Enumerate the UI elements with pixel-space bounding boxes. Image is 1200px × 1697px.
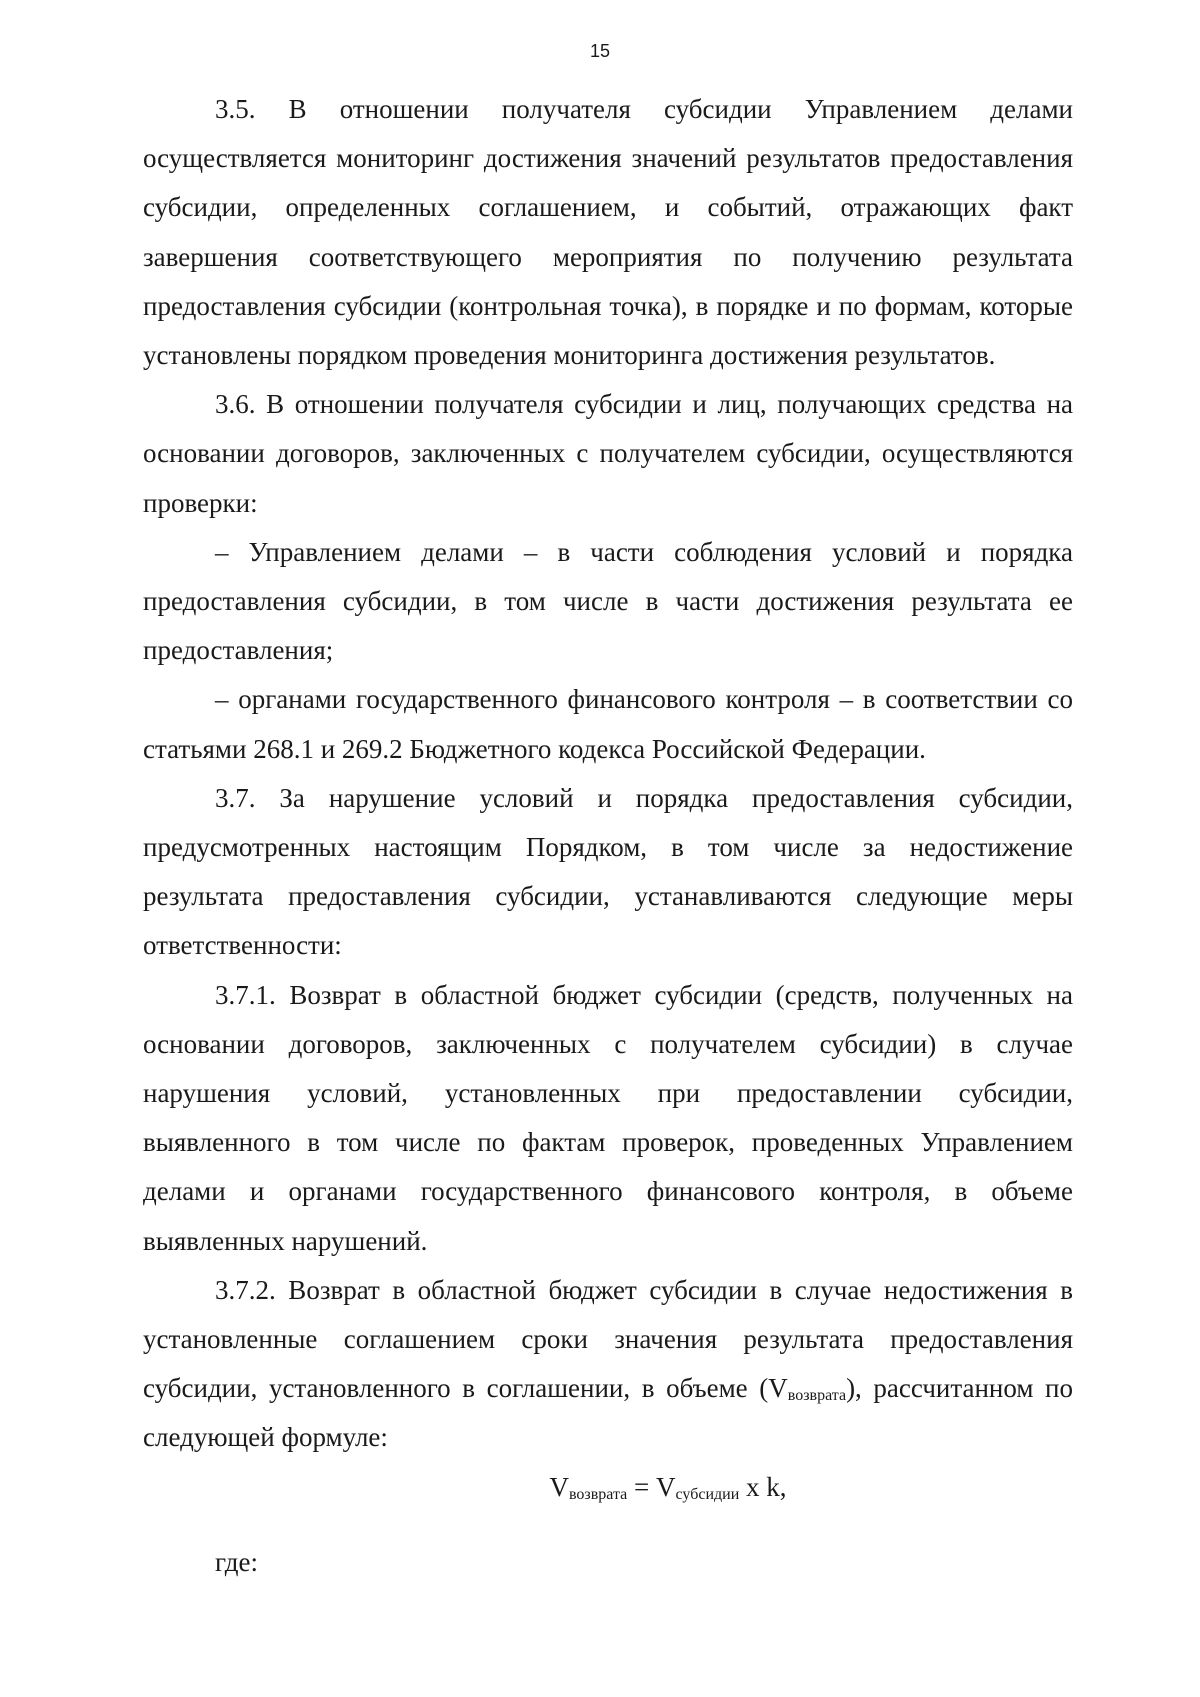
document-body xyxy=(143,85,1073,1587)
paragraph-3-7-2 xyxy=(143,1266,1073,1463)
paragraph-3-6-item-2: – органами государственного финансового контроля – в соответствии со статьями 268.1 и 269.2 Бюджетного кодекса Российской Федерации. xyxy=(143,684,1073,764)
formula-equals-v: = V xyxy=(627,1471,676,1502)
paragraph-3-5: 3.5. В отношении получателя субсидии Управлением делами осуществляется мониторинг достижения значений результатов предоставления субсидии, определенных соглашением, и событий, отражающих факт завершения соответствующего мероприятия по получению результата предоставления субсидии (контрольная точка), в порядке и по формам, которые установлены порядком проведения мониторинга достижения результатов. xyxy=(143,94,1073,371)
formula-v-return: V xyxy=(549,1471,569,1502)
paragraph-3-7-2-text-before: 3.7.2. Возврат в областной бюджет субсидии в случае недостижения в установленные соглашением сроки значения результата предоставления субсидии, установленного в соглашении, в объеме (V xyxy=(143,1274,1073,1404)
paragraph-3-7-2-subscript: возврата xyxy=(787,1387,847,1405)
formula-subscript-return: возврата xyxy=(568,1485,628,1503)
formula xyxy=(143,1463,1073,1512)
paragraph-3-7: 3.7. За нарушение условий и порядка предоставления субсидии, предусмотренных настоящим Порядком, в том числе за недостижение результата предоставления субсидии, устанавливаются следующие меры ответственности: xyxy=(143,782,1073,961)
formula-subscript-subsidy: субсидии xyxy=(675,1485,740,1503)
where-label: где: xyxy=(215,1546,258,1577)
paragraph-3-7-2-text-after: ), рассчитанном по следующей формуле: xyxy=(143,1373,1073,1453)
page-number: 15 xyxy=(589,41,611,61)
paragraph-3-7-1: 3.7.1. Возврат в областной бюджет субсидии (средств, полученных на основании договоров, заключенных с получателем субсидии) в случае нарушения условий, установленных при предоставлении субсидии, выявленного в том числе по фактам проверок, проведенных Управлением делами и органами государственного финансового контроля, в объеме выявленных нарушений. xyxy=(143,979,1073,1256)
formula-times-k: x k, xyxy=(739,1471,787,1502)
paragraph-3-6-item-1: – Управлением делами – в части соблюдения условий и порядка предоставления субсидии, в том числе в части достижения результата ее предоставления; xyxy=(143,536,1073,666)
paragraph-3-6: 3.6. В отношении получателя субсидии и лиц, получающих средства на основании договоров, заключенных с получателем субсидии, осуществляются проверки: xyxy=(143,389,1073,518)
